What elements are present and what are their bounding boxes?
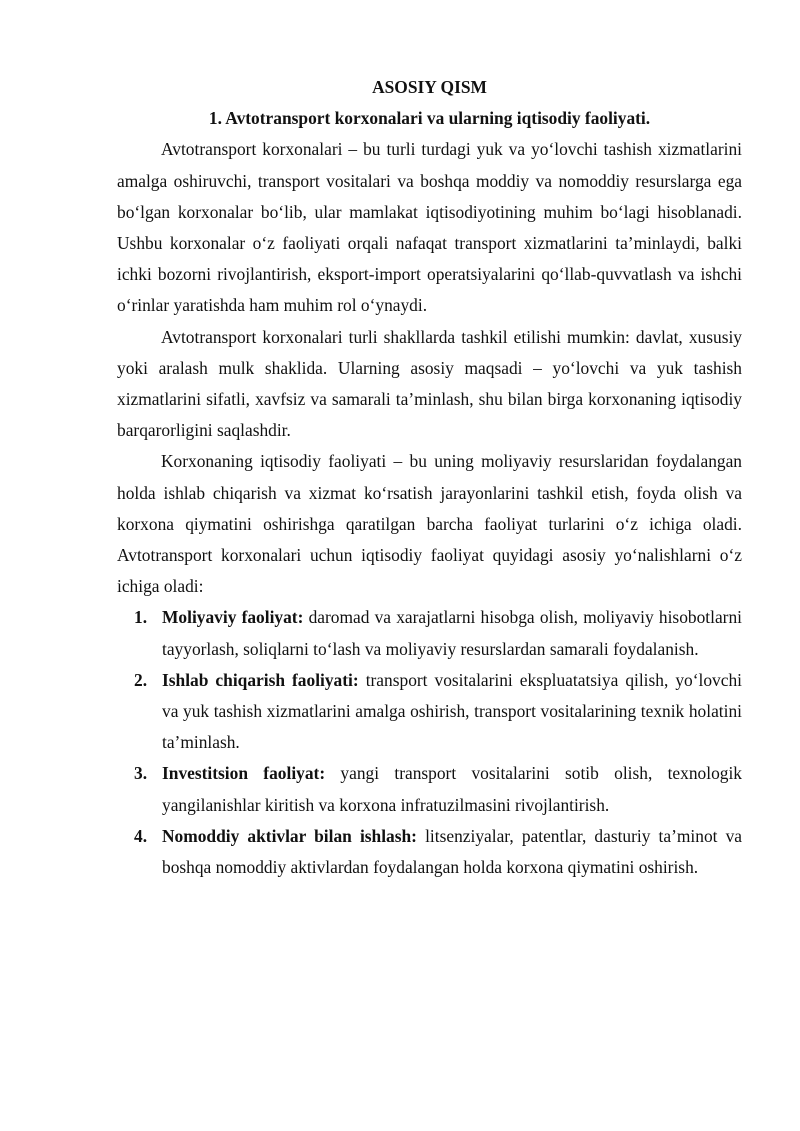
list-item-text: yangi transport vositalarini sotib olish, texnologik yangilanishlar kiritish va korxona infratuzilmasini rivojlantirish. [162,763,742,815]
list-item-term: Investitsion faoliyat: [162,763,326,784]
list-item-term: Ishlab chiqarish faoliyati: [162,669,359,690]
list-item [117,821,742,883]
list-item-text: daromad va xarajatlarni hisobga olish, moliyaviy hisobotlarni tayyorlash, soliqlarni to‘lash va moliyaviy resurslardan samarali foydalanish. [162,607,742,659]
list-item [117,602,742,664]
paragraph-1: Avtotransport korxonalari – bu turli turdagi yuk va yo‘lovchi tashish xizmatlarini amalga oshiruvchi, transport vositalari va boshqa moddiy va nomoddiy resurslarga ega bo‘lgan korxonalar bo‘lib, ular mamlakat iqtisodiyotining muhim bo‘lagi hisoblanadi. Ushbu korxonalar o‘z faoliyati orqali nafaqat transport xizmatlarini ta’minlaydi, balki ichki bozorni rivojlantirish, eksport-import operatsiyalarini qo‘llab-quvvatlash va ishchi o‘rinlar yaratishda ham muhim rol o‘ynaydi. [117,139,742,316]
list-item-term: Nomoddiy aktivlar bilan ishlash: [162,825,417,846]
section-title: 1. Avtotransport korxonalari va ularning iqtisodiy faoliyati. [208,108,651,129]
list-item-number: 2. [134,669,148,690]
paragraph-2: Avtotransport korxonalari turli shakllarda tashkil etilishi mumkin: davlat, xususiy yoki aralash mulk shaklida. Ularning asosiy maqsadi – yo‘lovchi va yuk tashish xizmatlarini sifatli, xavfsiz va samarali ta’minlash, shu bilan birga korxonaning iqtisodiy barqarorligini saqlashdir. [117,326,742,441]
paragraph-3: Korxonaning iqtisodiy faoliyati – bu uning moliyaviy resurslaridan foydalangan holda ishlab chiqarish va xizmat ko‘rsatish jarayonlarini tashkil etish, foyda olish va korxona qiymatini oshirishga qaratilgan barcha faoliyat turlarini o‘z ichiga oladi. Avtotransport korxonalari uchun iqtisodiy faoliyat quyidagi asosiy yo‘nalishlarni o‘z ichiga oladi: [117,451,742,597]
activity-list [117,602,742,883]
list-item-text: litsenziyalar, patentlar, dasturiy ta’minot va boshqa nomoddiy aktivlardan foydalangan holda korxona qiymatini oshirish. [162,825,742,878]
list-item-text: transport vositalarini ekspluatatsiya qilish, yo‘lovchi va yuk tashish xizmatlarini amalga oshirish, transport vositalarining texnik holatini ta’minlash. [162,669,742,753]
list-item-number: 3. [134,763,148,784]
list-item-term: Moliyaviy faoliyat: [162,607,304,628]
document-title: ASOSIY QISM [372,77,487,97]
list-item-number: 4. [134,825,148,846]
list-item [117,665,742,759]
list-item-number: 1. [134,607,148,628]
list-item [117,758,742,820]
document-page [117,72,742,883]
